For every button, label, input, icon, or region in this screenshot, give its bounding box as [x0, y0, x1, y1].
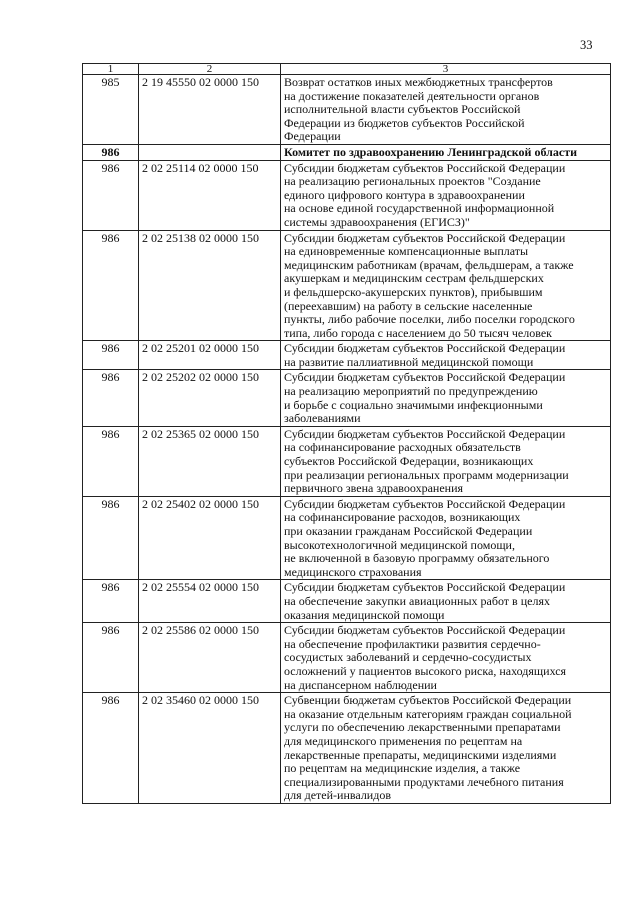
description-line: на обеспечение профилактики развития сердечно-	[284, 636, 541, 651]
income-description-cell	[281, 160, 611, 230]
description-line: на обеспечение закупки авиационных работ в целях	[284, 593, 550, 608]
description-line: при оказании гражданам Российской Федерации	[284, 524, 533, 538]
income-description-cell	[281, 230, 611, 341]
description-line: Субсидии бюджетам субъектов Российской Федерации	[284, 623, 566, 638]
admin-code-cell: 986	[83, 160, 139, 230]
description-line: Субсидии бюджетам субъектов Российской Федерации	[284, 580, 566, 595]
description-line: акушеркам и медицинским сестрам фельдшерских	[284, 271, 544, 286]
budget-classification-code-cell: 2 02 25365 02 0000 150	[139, 426, 281, 496]
income-description-cell	[281, 693, 611, 804]
description-line: пункты, либо рабочие поселки, либо поселки городского	[284, 312, 575, 327]
description-line: Возврат остатков иных межбюджетных трансфертов	[284, 75, 553, 89]
income-description-cell	[281, 426, 611, 496]
description-line: и борьбе с социально значимыми инфекционными	[284, 397, 543, 412]
description-line: на развитие паллиативной медицинской помощи	[284, 354, 534, 369]
description-line: единого цифрового контура в здравоохранении	[284, 187, 525, 202]
description-line: высокотехнологичной медицинской помощи,	[284, 537, 515, 552]
description-line: на софинансирование расходов, возникающих	[284, 510, 521, 525]
description-line: при реализации региональных программ модернизации	[284, 467, 569, 482]
description-line: на достижение показателей деятельности органов	[284, 88, 540, 103]
budget-classification-code-cell: 2 02 25402 02 0000 150	[139, 496, 281, 580]
budget-classification-code-cell: 2 02 25202 02 0000 150	[139, 370, 281, 426]
admin-code-cell: 986	[83, 230, 139, 341]
description-line: на основе единой государственной информационной	[284, 201, 555, 216]
budget-classification-code-cell: 2 02 25138 02 0000 150	[139, 230, 281, 341]
income-description-cell	[281, 623, 611, 693]
budget-classification-code-cell: 2 02 25586 02 0000 150	[139, 623, 281, 693]
table-row	[83, 693, 611, 804]
description-line: на софинансирование расходных обязательств	[284, 440, 521, 455]
table-row	[83, 426, 611, 496]
description-line: и фельдшерско-акушерских пунктов), прибывшим	[284, 284, 543, 299]
description-line: исполнительной власти субъектов Российской	[284, 102, 521, 117]
description-line: Субсидии бюджетам субъектов Российской Федерации	[284, 426, 566, 441]
description-line: Субсидии бюджетам субъектов Российской Федерации	[284, 160, 566, 175]
description-line: на оказание отдельным категориям граждан социальной	[284, 706, 572, 721]
description-line: медицинским работникам (врачам, фельдшерам, а также	[284, 257, 574, 272]
column-header-1: 1	[83, 64, 139, 75]
description-line: Федерации из бюджетов субъектов Российской	[284, 115, 525, 130]
admin-code-cell: 986	[83, 693, 139, 804]
description-line: заболеваниями	[284, 411, 361, 426]
description-line: по рецептам на медицинские изделия, а также	[284, 761, 521, 776]
budget-codes-table	[82, 63, 611, 804]
table-row	[83, 160, 611, 230]
description-line: на диспансерном наблюдении	[284, 677, 437, 692]
budget-classification-code-cell: 2 02 35460 02 0000 150	[139, 693, 281, 804]
admin-code-cell: 986	[83, 341, 139, 370]
table-row	[83, 580, 611, 623]
description-line: первичного звена здравоохранения	[284, 481, 464, 496]
admin-code-cell: 986	[83, 496, 139, 580]
description-line: типа, либо города с населением до 50 тысяч человек	[284, 325, 552, 340]
table-body	[83, 75, 611, 804]
budget-classification-code-cell: 2 02 25114 02 0000 150	[139, 160, 281, 230]
description-line: на реализацию мероприятий по предупреждению	[284, 384, 538, 399]
description-line: для медицинского применения по рецептам на	[284, 733, 523, 748]
admin-code-cell: 986	[83, 623, 139, 693]
description-line: системы здравоохранения (ЕГИСЗ)"	[284, 214, 470, 229]
admin-code-cell: 986	[83, 370, 139, 426]
budget-classification-code-cell	[139, 144, 281, 160]
table-row-heading	[83, 144, 611, 160]
description-line: сосудистых заболеваний и сердечно-сосудистых	[284, 650, 532, 665]
table-row	[83, 75, 611, 145]
description-line: на единовременные компенсационные выплаты	[284, 244, 529, 259]
income-description-cell	[281, 370, 611, 426]
column-number-row	[83, 64, 611, 75]
table-row	[83, 496, 611, 580]
description-line: Субсидии бюджетам субъектов Российской Федерации	[284, 230, 566, 245]
description-line: оказания медицинской помощи	[284, 607, 445, 622]
description-line: услуги по обеспечению лекарственными препаратами	[284, 720, 561, 735]
income-description-cell	[281, 496, 611, 580]
admin-code-cell: 986	[83, 580, 139, 623]
admin-code-cell: 986	[83, 144, 139, 160]
administrator-name-cell	[281, 144, 611, 160]
description-line: на реализацию региональных проектов "Создание	[284, 174, 541, 189]
description-line: (переехавшим) на работу в сельские населенные	[284, 298, 533, 313]
table-row	[83, 230, 611, 341]
income-description-cell	[281, 341, 611, 370]
income-description-cell	[281, 75, 611, 145]
description-line: лекарственные препараты, медицинскими изделиями	[284, 747, 557, 762]
income-description-cell	[281, 580, 611, 623]
description-line: Комитет по здравоохранению Ленинградской области	[284, 144, 578, 159]
page-number: 33	[580, 38, 593, 52]
table-row	[83, 370, 611, 426]
table-row	[83, 623, 611, 693]
description-line: Субсидии бюджетам субъектов Российской Федерации	[284, 370, 566, 385]
admin-code-cell: 985	[83, 75, 139, 145]
description-line: Федерации	[284, 129, 341, 144]
description-line: не включенной в базовую программу обязательного	[284, 551, 550, 566]
admin-code-cell: 986	[83, 426, 139, 496]
budget-classification-code-cell: 2 02 25554 02 0000 150	[139, 580, 281, 623]
description-line: Субсидии бюджетам субъектов Российской Федерации	[284, 496, 566, 511]
description-line: медицинского страхования	[284, 564, 422, 579]
description-line: субъектов Российской Федерации, возникающих	[284, 454, 534, 469]
description-line: Субсидии бюджетам субъектов Российской Федерации	[284, 341, 566, 356]
table-row	[83, 341, 611, 370]
column-header-3: 3	[281, 64, 611, 75]
column-header-2: 2	[139, 64, 281, 75]
budget-classification-code-cell: 2 19 45550 02 0000 150	[139, 75, 281, 145]
description-line: осложнений у пациентов высокого риска, находящихся	[284, 663, 567, 678]
budget-classification-code-cell: 2 02 25201 02 0000 150	[139, 341, 281, 370]
description-line: для детей-инвалидов	[284, 788, 391, 803]
description-line: Субвенции бюджетам субъектов Российской Федерации	[284, 693, 572, 708]
description-line: специализированными продуктами лечебного питания	[284, 774, 564, 789]
